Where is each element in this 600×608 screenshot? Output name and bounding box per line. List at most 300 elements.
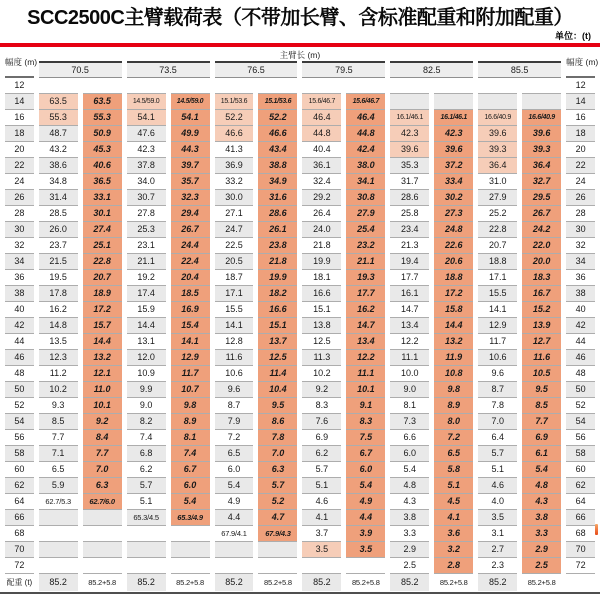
load-cell-standard <box>39 558 78 574</box>
load-cell-extra-counterweight <box>522 78 561 94</box>
load-row <box>5 94 595 110</box>
load-cell-standard: 10.0 <box>390 366 429 382</box>
load-row <box>5 126 595 142</box>
load-cell-extra-counterweight: 31.6 <box>258 190 297 206</box>
load-cell-extra-counterweight: 6.3 <box>258 462 297 478</box>
load-cell-standard: 34.8 <box>39 174 78 190</box>
load-cell-standard: 15.5 <box>215 302 254 318</box>
load-cell-standard: 30.0 <box>215 190 254 206</box>
load-cell-extra-counterweight: 11.9 <box>434 350 473 366</box>
radius-cell: 28 <box>566 206 595 222</box>
load-cell-extra-counterweight: 12.7 <box>522 334 561 350</box>
load-cell-extra-counterweight: 33.1 <box>83 190 122 206</box>
load-cell-extra-counterweight: 32.7 <box>522 174 561 190</box>
load-cell-extra-counterweight: 9.1 <box>346 398 385 414</box>
load-cell-extra-counterweight: 30.2 <box>434 190 473 206</box>
load-cell-standard: 5.7 <box>478 446 517 462</box>
radius-cell: 18 <box>566 126 595 142</box>
load-cell-extra-counterweight: 25.4 <box>346 222 385 238</box>
load-cell-extra-counterweight <box>83 526 122 542</box>
load-cell-standard: 7.9 <box>215 414 254 430</box>
load-cell-extra-counterweight: 27.4 <box>83 222 122 238</box>
load-cell-extra-counterweight: 10.5 <box>522 366 561 382</box>
counterweight-value: 85.2 <box>39 574 78 591</box>
load-cell-standard: 38.6 <box>39 158 78 174</box>
load-cell-extra-counterweight: 22.0 <box>522 238 561 254</box>
counterweight-value: 85.2 <box>390 574 429 591</box>
load-cell-standard <box>127 558 166 574</box>
load-cell-extra-counterweight: 38.8 <box>258 158 297 174</box>
load-cell-standard: 9.0 <box>390 382 429 398</box>
load-cell-standard: 18.7 <box>215 270 254 286</box>
load-cell-extra-counterweight: 16.7 <box>522 286 561 302</box>
load-cell-extra-counterweight: 34.9 <box>258 174 297 190</box>
load-cell-standard: 28.6 <box>390 190 429 206</box>
radius-cell: 64 <box>566 494 595 510</box>
load-cell-extra-counterweight: 11.1 <box>346 366 385 382</box>
load-cell-standard: 3.1 <box>478 526 517 542</box>
load-row <box>5 190 595 206</box>
load-row <box>5 334 595 350</box>
load-cell-extra-counterweight: 38.0 <box>346 158 385 174</box>
load-cell-extra-counterweight: 36.4 <box>522 158 561 174</box>
radius-cell: 66 <box>566 510 595 526</box>
load-cell-extra-counterweight: 27.3 <box>434 206 473 222</box>
counterweight-value: 85.2+5.8 <box>88 578 117 587</box>
load-row <box>5 478 595 494</box>
load-cell-extra-counterweight: 16.9 <box>171 302 210 318</box>
load-cell-extra-counterweight: 13.2 <box>83 350 122 366</box>
load-cell-standard: 21.5 <box>39 254 78 270</box>
load-cell-standard: 5.7 <box>127 478 166 494</box>
load-cell-extra-counterweight: 15.1/53.6 <box>258 94 297 110</box>
load-cell-standard: 6.5 <box>39 462 78 478</box>
load-cell-extra-counterweight: 9.8 <box>171 398 210 414</box>
radius-cell: 46 <box>5 350 34 366</box>
radius-cell: 26 <box>566 190 595 206</box>
load-cell-standard: 7.3 <box>390 414 429 430</box>
load-cell-standard: 8.5 <box>39 414 78 430</box>
radius-cell: 42 <box>5 318 34 334</box>
load-cell-standard <box>39 542 78 558</box>
load-cell-extra-counterweight: 52.2 <box>258 110 297 126</box>
load-cell-standard: 16.1/46.1 <box>390 110 429 126</box>
load-cell-standard: 34.0 <box>127 174 166 190</box>
load-cell-standard: 43.2 <box>39 142 78 158</box>
load-cell-extra-counterweight: 8.9 <box>434 398 473 414</box>
load-cell-standard: 19.9 <box>302 254 341 270</box>
load-cell-extra-counterweight: 3.6 <box>434 526 473 542</box>
load-cell-extra-counterweight: 6.1 <box>522 446 561 462</box>
load-cell-standard: 3.8 <box>390 510 429 526</box>
load-cell-extra-counterweight: 39.6 <box>522 126 561 142</box>
load-cell-standard: 24.7 <box>215 222 254 238</box>
load-cell-standard: 14.1 <box>478 302 517 318</box>
load-cell-standard: 3.5 <box>302 542 341 558</box>
load-cell-standard: 12.5 <box>302 334 341 350</box>
load-cell-extra-counterweight: 8.1 <box>171 430 210 446</box>
load-cell-extra-counterweight: 26.1 <box>258 222 297 238</box>
load-cell-extra-counterweight: 49.9 <box>171 126 210 142</box>
radius-cell: 36 <box>5 270 34 286</box>
load-cell-standard: 25.2 <box>478 206 517 222</box>
load-cell-standard: 16.6/40.9 <box>478 110 517 126</box>
load-cell-extra-counterweight: 29.4 <box>171 206 210 222</box>
load-cell-standard: 23.1 <box>127 238 166 254</box>
load-cell-extra-counterweight: 20.0 <box>522 254 561 270</box>
load-cell-standard: 7.6 <box>302 414 341 430</box>
boom-length-value: 85.5 <box>478 61 561 78</box>
load-cell-standard: 10.6 <box>478 350 517 366</box>
load-cell-extra-counterweight: 17.2 <box>83 302 122 318</box>
load-cell-standard: 5.9 <box>39 478 78 494</box>
load-cell-extra-counterweight: 8.9 <box>171 414 210 430</box>
boom-length-value: 82.5 <box>390 61 473 78</box>
radius-cell: 58 <box>5 446 34 462</box>
load-cell-standard: 14.1 <box>215 318 254 334</box>
radius-cell: 38 <box>5 286 34 302</box>
load-cell-extra-counterweight: 46.6 <box>258 126 297 142</box>
load-cell-standard: 27.1 <box>215 206 254 222</box>
counterweight-value: 85.2+5.8 <box>264 578 292 587</box>
load-cell-extra-counterweight: 8.5 <box>522 398 561 414</box>
load-cell-extra-counterweight: 16.6/40.9 <box>522 110 561 126</box>
load-cell-extra-counterweight: 40.6 <box>83 158 122 174</box>
load-cell-extra-counterweight: 15.7 <box>83 318 122 334</box>
load-cell-extra-counterweight: 8.0 <box>434 414 473 430</box>
load-cell-standard <box>302 78 341 94</box>
radius-cell: 42 <box>566 318 595 334</box>
load-cell-extra-counterweight: 14.1 <box>171 334 210 350</box>
load-cell-extra-counterweight: 5.7 <box>258 478 297 494</box>
radius-cell: 30 <box>5 222 34 238</box>
load-cell-extra-counterweight: 10.1 <box>83 398 122 414</box>
load-cell-extra-counterweight: 18.9 <box>83 286 122 302</box>
load-cell-standard: 18.1 <box>302 270 341 286</box>
load-cell-extra-counterweight <box>258 78 297 94</box>
load-cell-standard: 65.3/4.5 <box>127 510 166 526</box>
load-cell-extra-counterweight: 65.3/4.9 <box>171 510 210 526</box>
radius-cell: 50 <box>5 382 34 398</box>
load-cell-standard: 42.3 <box>390 126 429 142</box>
load-cell-extra-counterweight: 62.7/6.0 <box>83 494 122 510</box>
load-cell-extra-counterweight: 4.5 <box>434 494 473 510</box>
load-cell-extra-counterweight <box>171 78 210 94</box>
load-row <box>5 366 595 382</box>
load-cell-extra-counterweight: 28.6 <box>258 206 297 222</box>
load-cell-standard: 36.4 <box>478 158 517 174</box>
load-cell-extra-counterweight: 30.1 <box>83 206 122 222</box>
load-cell-standard: 10.2 <box>39 382 78 398</box>
boom-label-row <box>5 49 595 61</box>
load-cell-standard: 31.0 <box>478 174 517 190</box>
unit-label: 单位：(t) <box>555 31 591 41</box>
load-cell-extra-counterweight: 8.3 <box>346 414 385 430</box>
empty-cell <box>566 574 595 591</box>
load-cell-standard: 46.6 <box>215 126 254 142</box>
load-cell-extra-counterweight: 15.4 <box>171 318 210 334</box>
load-cell-standard: 5.4 <box>215 478 254 494</box>
load-cell-standard: 3.7 <box>302 526 341 542</box>
radius-cell: 36 <box>566 270 595 286</box>
load-cell-standard: 2.7 <box>478 542 517 558</box>
load-cell-extra-counterweight <box>522 94 561 110</box>
load-cell-standard <box>215 542 254 558</box>
load-cell-extra-counterweight: 24.2 <box>522 222 561 238</box>
load-cell-standard: 44.8 <box>302 126 341 142</box>
radius-cell: 50 <box>566 382 595 398</box>
load-cell-standard: 4.0 <box>478 494 517 510</box>
load-cell-extra-counterweight: 8.6 <box>258 414 297 430</box>
load-cell-standard: 7.0 <box>478 414 517 430</box>
load-cell-extra-counterweight: 6.7 <box>171 462 210 478</box>
load-cell-standard: 67.9/4.1 <box>215 526 254 542</box>
load-cell-extra-counterweight <box>346 558 385 574</box>
load-cell-extra-counterweight <box>171 558 210 574</box>
load-cell-extra-counterweight: 10.4 <box>258 382 297 398</box>
load-cell-standard <box>39 78 78 94</box>
load-cell-standard: 7.7 <box>39 430 78 446</box>
load-cell-extra-counterweight: 11.6 <box>522 350 561 366</box>
load-cell-extra-counterweight: 11.7 <box>171 366 210 382</box>
load-cell-standard: 16.1 <box>390 286 429 302</box>
load-cell-standard: 31.4 <box>39 190 78 206</box>
load-row <box>5 398 595 414</box>
load-cell-extra-counterweight: 18.8 <box>434 270 473 286</box>
radius-cell: 18 <box>5 126 34 142</box>
radius-cell: 52 <box>5 398 34 414</box>
edge-marker-icon <box>595 524 598 535</box>
load-cell-extra-counterweight <box>258 558 297 574</box>
load-cell-standard: 16.2 <box>39 302 78 318</box>
load-cell-extra-counterweight: 7.0 <box>83 462 122 478</box>
load-table <box>0 49 600 591</box>
load-row <box>5 158 595 174</box>
radius-cell: 12 <box>5 78 34 94</box>
load-cell-standard: 11.6 <box>215 350 254 366</box>
load-cell-standard: 39.6 <box>478 126 517 142</box>
load-cell-extra-counterweight: 7.4 <box>171 446 210 462</box>
counterweight-value: 85.2+5.8 <box>527 578 556 587</box>
load-cell-standard: 2.3 <box>478 558 517 574</box>
load-cell-extra-counterweight: 13.2 <box>434 334 473 350</box>
load-cell-standard: 11.2 <box>39 366 78 382</box>
load-cell-extra-counterweight: 13.7 <box>258 334 297 350</box>
load-cell-extra-counterweight: 42.3 <box>434 126 473 142</box>
load-cell-standard: 7.1 <box>39 446 78 462</box>
boom-length-value: 73.5 <box>127 61 210 78</box>
radius-cell: 32 <box>566 238 595 254</box>
load-cell-extra-counterweight: 44.8 <box>346 126 385 142</box>
load-cell-standard: 15.9 <box>127 302 166 318</box>
load-cell-standard: 6.9 <box>302 430 341 446</box>
radius-cell: 62 <box>5 478 34 494</box>
load-cell-extra-counterweight: 44.3 <box>171 142 210 158</box>
load-cell-extra-counterweight: 42.4 <box>346 142 385 158</box>
load-cell-standard: 33.2 <box>215 174 254 190</box>
load-cell-extra-counterweight: 3.3 <box>522 526 561 542</box>
load-row <box>5 558 595 574</box>
load-cell-extra-counterweight: 6.0 <box>346 462 385 478</box>
load-cell-extra-counterweight: 14.4 <box>83 334 122 350</box>
load-cell-extra-counterweight: 33.4 <box>434 174 473 190</box>
load-cell-extra-counterweight: 35.7 <box>171 174 210 190</box>
load-cell-extra-counterweight: 4.9 <box>346 494 385 510</box>
load-cell-standard: 31.7 <box>390 174 429 190</box>
load-cell-standard: 32.4 <box>302 174 341 190</box>
radius-cell: 56 <box>5 430 34 446</box>
load-cell-standard: 4.4 <box>215 510 254 526</box>
load-cell-extra-counterweight: 17.2 <box>434 286 473 302</box>
red-divider <box>0 43 600 47</box>
load-cell-standard: 8.3 <box>302 398 341 414</box>
load-cell-standard: 46.4 <box>302 110 341 126</box>
load-row <box>5 206 595 222</box>
load-cell-extra-counterweight: 46.4 <box>346 110 385 126</box>
load-row <box>5 382 595 398</box>
load-cell-standard: 12.8 <box>215 334 254 350</box>
radius-cell: 16 <box>566 110 595 126</box>
load-row <box>5 542 595 558</box>
radius-cell: 44 <box>566 334 595 350</box>
load-cell-extra-counterweight: 9.2 <box>83 414 122 430</box>
load-cell-standard: 13.4 <box>390 318 429 334</box>
load-cell-standard: 4.1 <box>302 510 341 526</box>
load-cell-extra-counterweight: 39.7 <box>171 158 210 174</box>
load-cell-extra-counterweight: 8.4 <box>83 430 122 446</box>
load-cell-standard <box>215 78 254 94</box>
load-cell-standard: 18.8 <box>478 254 517 270</box>
radius-cell: 48 <box>5 366 34 382</box>
load-cell-extra-counterweight: 22.8 <box>83 254 122 270</box>
load-cell-extra-counterweight: 20.4 <box>171 270 210 286</box>
boom-length-value: 79.5 <box>302 61 385 78</box>
load-cell-standard: 25.8 <box>390 206 429 222</box>
radius-cell: 38 <box>566 286 595 302</box>
load-cell-extra-counterweight: 4.7 <box>258 510 297 526</box>
load-cell-extra-counterweight: 13.9 <box>522 318 561 334</box>
load-cell-standard: 9.0 <box>127 398 166 414</box>
load-cell-extra-counterweight: 11.4 <box>258 366 297 382</box>
radius-cell: 22 <box>566 158 595 174</box>
load-cell-standard: 14.8 <box>39 318 78 334</box>
load-cell-extra-counterweight: 23.2 <box>346 238 385 254</box>
load-cell-extra-counterweight: 39.3 <box>522 142 561 158</box>
radius-cell: 22 <box>5 158 34 174</box>
load-cell-standard: 8.7 <box>215 398 254 414</box>
radius-cell: 70 <box>566 542 595 558</box>
load-row <box>5 174 595 190</box>
load-cell-extra-counterweight: 6.5 <box>434 446 473 462</box>
load-cell-standard: 5.7 <box>302 462 341 478</box>
load-cell-extra-counterweight <box>171 542 210 558</box>
radius-cell: 68 <box>5 526 34 542</box>
counterweight-value: 85.2 <box>215 574 254 591</box>
load-cell-standard: 14.5/59.0 <box>127 94 166 110</box>
load-cell-extra-counterweight: 12.2 <box>346 350 385 366</box>
load-cell-extra-counterweight: 6.0 <box>171 478 210 494</box>
load-cell-standard: 4.6 <box>302 494 341 510</box>
load-cell-standard: 6.4 <box>478 430 517 446</box>
load-cell-standard: 52.2 <box>215 110 254 126</box>
load-cell-extra-counterweight: 50.9 <box>83 126 122 142</box>
load-cell-extra-counterweight <box>83 510 122 526</box>
counterweight-value: 85.2+5.8 <box>439 578 468 587</box>
load-cell-standard: 29.2 <box>302 190 341 206</box>
load-cell-extra-counterweight: 23.8 <box>258 238 297 254</box>
load-cell-extra-counterweight: 15.2 <box>522 302 561 318</box>
load-cell-extra-counterweight: 5.1 <box>434 478 473 494</box>
load-cell-extra-counterweight: 43.4 <box>258 142 297 158</box>
load-cell-extra-counterweight: 55.3 <box>83 110 122 126</box>
load-cell-standard: 10.2 <box>302 366 341 382</box>
load-row <box>5 238 595 254</box>
load-cell-extra-counterweight: 10.7 <box>171 382 210 398</box>
load-cell-standard: 11.3 <box>302 350 341 366</box>
load-row <box>5 78 595 94</box>
radius-cell: 32 <box>5 238 34 254</box>
load-cell-extra-counterweight: 45.3 <box>83 142 122 158</box>
load-cell-extra-counterweight: 14.7 <box>346 318 385 334</box>
radius-cell: 64 <box>5 494 34 510</box>
load-row <box>5 286 595 302</box>
counterweight-value: 85.2 <box>478 574 517 591</box>
load-cell-standard: 4.8 <box>390 478 429 494</box>
load-cell-standard: 6.0 <box>390 446 429 462</box>
load-cell-extra-counterweight: 5.4 <box>346 478 385 494</box>
load-row <box>5 510 595 526</box>
counterweight-row <box>5 574 595 591</box>
load-cell-standard: 35.3 <box>390 158 429 174</box>
load-cell-standard: 17.8 <box>39 286 78 302</box>
radius-cell: 52 <box>566 398 595 414</box>
load-cell-standard: 20.5 <box>215 254 254 270</box>
load-cell-extra-counterweight: 10.1 <box>346 382 385 398</box>
load-cell-standard <box>39 510 78 526</box>
counterweight-foot <box>5 574 595 591</box>
load-row <box>5 270 595 286</box>
load-cell-extra-counterweight: 21.8 <box>258 254 297 270</box>
load-cell-extra-counterweight: 22.6 <box>434 238 473 254</box>
load-cell-extra-counterweight: 16.1/46.1 <box>434 110 473 126</box>
load-cell-extra-counterweight: 2.8 <box>434 558 473 574</box>
radius-cell: 70 <box>5 542 34 558</box>
load-cell-standard: 39.3 <box>478 142 517 158</box>
load-cell-extra-counterweight: 36.5 <box>83 174 122 190</box>
load-cell-standard: 12.2 <box>390 334 429 350</box>
radius-cell: 68 <box>566 526 595 542</box>
load-cell-standard: 9.6 <box>478 366 517 382</box>
radius-header-right: 幅度 (m) <box>566 49 595 78</box>
load-cell-standard: 10.6 <box>215 366 254 382</box>
load-cell-extra-counterweight: 16.6 <box>258 302 297 318</box>
load-cell-extra-counterweight: 14.5/59.0 <box>171 94 210 110</box>
load-cell-extra-counterweight: 67.9/4.3 <box>258 526 297 542</box>
load-cell-standard: 7.4 <box>127 430 166 446</box>
load-cell-extra-counterweight: 25.1 <box>83 238 122 254</box>
load-cell-standard: 6.8 <box>127 446 166 462</box>
load-cell-extra-counterweight: 3.8 <box>522 510 561 526</box>
radius-cell: 40 <box>566 302 595 318</box>
load-cell-extra-counterweight: 3.5 <box>346 542 385 558</box>
radius-cell: 26 <box>5 190 34 206</box>
counterweight-value: 85.2+5.8 <box>176 578 204 587</box>
load-cell-standard <box>39 526 78 542</box>
load-cell-extra-counterweight: 4.3 <box>522 494 561 510</box>
load-cell-extra-counterweight: 20.6 <box>434 254 473 270</box>
load-cell-extra-counterweight: 5.4 <box>171 494 210 510</box>
load-cell-extra-counterweight: 21.1 <box>346 254 385 270</box>
